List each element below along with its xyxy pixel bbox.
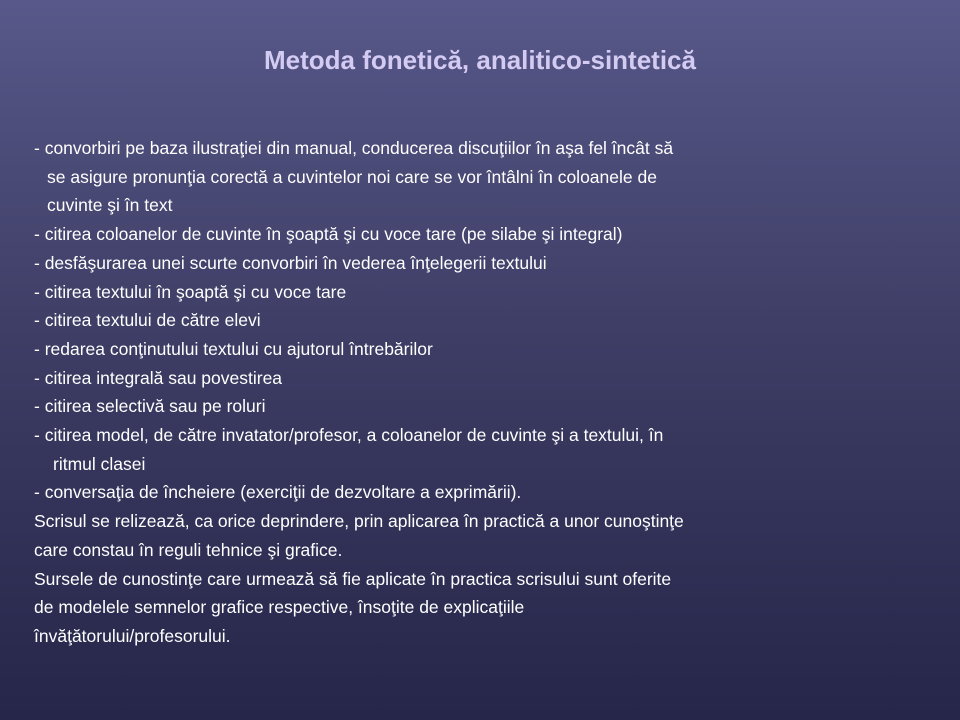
list-item-continuation: cuvinte şi în text bbox=[47, 195, 173, 216]
list-item: - citirea textului de către elevi bbox=[34, 310, 261, 331]
list-item: - convorbiri pe baza ilustraţiei din manual, conducerea discuţiilor în aşa fel încât să bbox=[34, 138, 674, 158]
paragraph-line: învăţătorului/profesorului. bbox=[34, 625, 231, 646]
paragraph-line: Sursele de cunostinţe care urmează să fie aplicate în practica scrisului sunt oferite bbox=[34, 568, 672, 589]
list-item: - citirea selectivă sau pe roluri bbox=[34, 396, 266, 417]
list-item-continuation: ritmul clasei bbox=[53, 453, 146, 474]
list-item: - conversaţia de încheiere (exerciţii de dezvoltare a exprimării). bbox=[34, 482, 522, 503]
list-item: - citirea textului în şoaptă şi cu voce tare bbox=[34, 281, 347, 302]
paragraph-line: Scrisul se relizează, ca orice deprindere, prin aplicarea în practică a unor cunoştinţe bbox=[34, 511, 684, 532]
list-item: - citirea model, de către invatator/profesor, a coloanelor de cuvinte şi a textului, în bbox=[34, 425, 664, 446]
list-item: - citirea integrală sau povestirea bbox=[34, 367, 283, 388]
list-item: - desfăşurarea unei scurte convorbiri în vederea înţelegerii textului bbox=[34, 252, 547, 273]
slide-title: Metoda fonetică, analitico-sintetică bbox=[264, 45, 696, 75]
slide-body bbox=[34, 134, 944, 651]
list-item: - redarea conţinutului textului cu ajutorul întrebărilor bbox=[34, 338, 433, 359]
list-item: - citirea coloanelor de cuvinte în şoaptă şi cu voce tare (pe silabe şi integral) bbox=[34, 224, 623, 245]
paragraph-line: de modelele semnelor grafice respective, însoţite de explicaţiile bbox=[34, 597, 525, 618]
paragraph-line: care constau în reguli tehnice şi grafice. bbox=[34, 539, 343, 560]
list-item-continuation: se asigure pronunţia corectă a cuvintelor noi care se vor întâlni în coloanele de bbox=[47, 166, 657, 187]
